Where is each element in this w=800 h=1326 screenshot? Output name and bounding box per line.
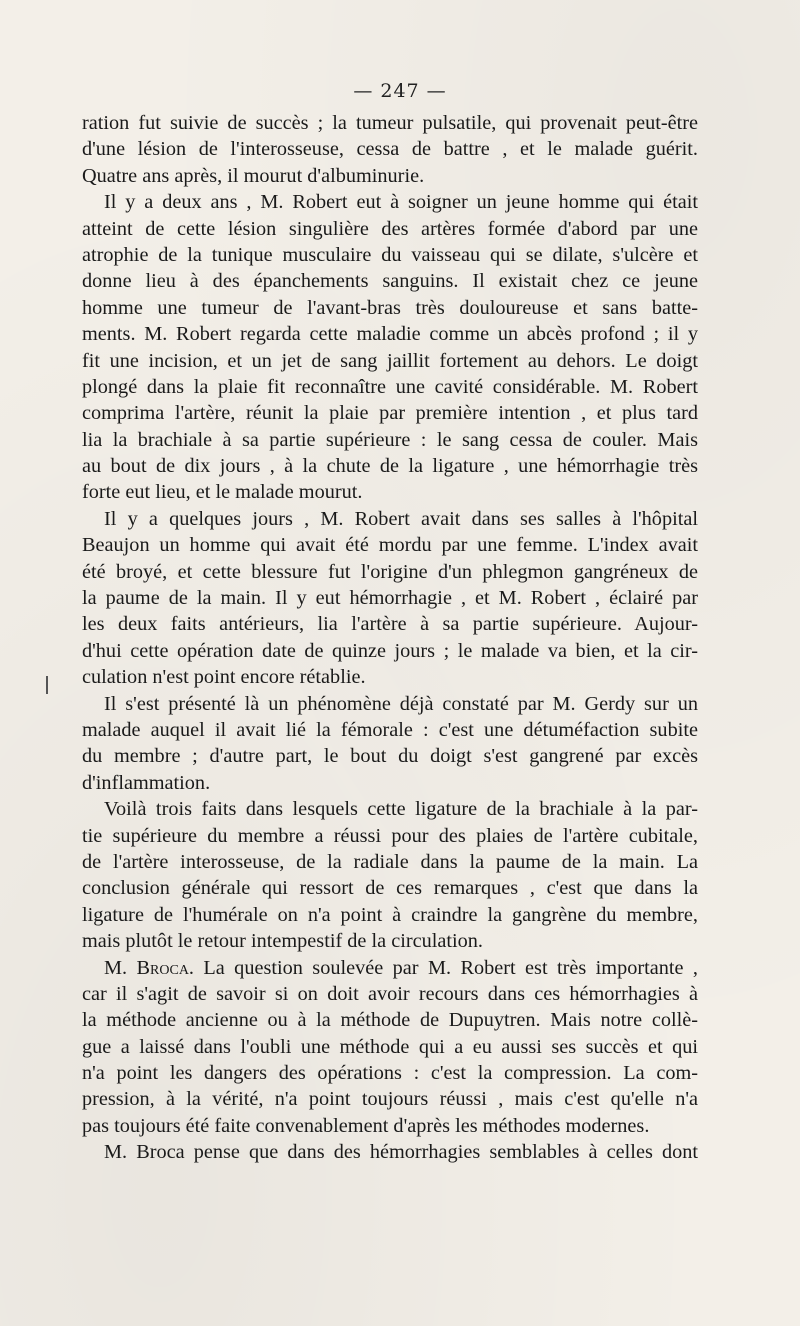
paragraph — [82, 955, 698, 1140]
text-line — [82, 955, 698, 981]
text-line: Voilà trois faits dans lesquels cette ligature de la brachiale à la par- — [104, 798, 698, 821]
paragraph — [82, 691, 698, 797]
text-line: n'a point les dangers des opérations : c'est la compression. La com- — [82, 1062, 698, 1085]
text-line: d'hui cette opération date de quinze jours ; le malade va bien, et la cir- — [82, 639, 698, 662]
text-line: lia la brachiale à sa partie supérieure : le sang cessa de couler. Mais — [82, 428, 698, 451]
text-line: fit une incision, et un jet de sang jaillit fortement au dehors. Le doigt — [82, 349, 698, 372]
text-line: la méthode ancienne ou à la méthode de Dupuytren. Mais notre collè- — [82, 1009, 698, 1032]
text-line: mais plutôt le retour intempestif de la circulation. — [82, 930, 484, 953]
text-line: ments. M. Robert regarda cette maladie comme un abcès profond ; il y — [82, 323, 698, 346]
text-line: Quatre ans après, il mourut d'albuminurie. — [82, 164, 425, 187]
paragraph — [82, 796, 698, 954]
body-text — [82, 110, 698, 1166]
text-line: comprima l'artère, réunit la plaie par première intention , et plus tard — [82, 402, 698, 425]
text-line: pas toujours été faite convenablement d'après les méthodes modernes. — [82, 1114, 650, 1137]
text-line: atteint de cette lésion singulière des artères formée d'abord par une — [82, 217, 698, 240]
text-line: au bout de dix jours , à la chute de la ligature , une hémorrhagie très — [82, 455, 698, 478]
text-line: M. Broca pense que dans des hémorrhagies semblables à celles dont — [104, 1141, 698, 1164]
text-line: homme une tumeur de l'avant-bras très douloureuse et sans batte- — [82, 296, 698, 319]
text-line: Il y a deux ans , M. Robert eut à soigner un jeune homme qui était — [104, 191, 698, 214]
text-line: atrophie de la tunique musculaire du vaisseau qui se dilate, s'ulcère et — [82, 243, 698, 266]
speaker-name: M. Broca. — [104, 956, 194, 979]
text-line: pression, à la vérité, n'a point toujours réussi , mais c'est qu'elle n'a — [82, 1088, 698, 1111]
text-line: Il y a quelques jours , M. Robert avait dans ses salles à l'hôpital — [104, 507, 698, 530]
page-number: — 247 — — [353, 80, 447, 102]
text-line: conclusion générale qui ressort de ces remarques , c'est que dans la — [82, 877, 698, 900]
text-line: ligature de l'humérale on n'a point à craindre la gangrène du membre, — [82, 903, 698, 926]
text-line: plongé dans la plaie fit reconnaître une cavité considérable. M. Robert — [82, 375, 698, 398]
text-line: ration fut suivie de succès ; la tumeur pulsatile, qui provenait peut-être — [82, 112, 698, 134]
text-line: malade auquel il avait lié la fémorale : c'est une détuméfaction subite — [82, 718, 698, 741]
text-line: les deux faits antérieurs, lia l'artère à sa partie supérieure. Aujour- — [82, 613, 698, 636]
paragraph — [82, 189, 698, 506]
text-line: forte eut lieu, et le malade mourut. — [82, 481, 363, 504]
margin-mark — [46, 676, 48, 694]
text-line: Il s'est présenté là un phénomène déjà constaté par M. Gerdy sur un — [104, 692, 698, 715]
text-line: d'inflammation. — [82, 771, 211, 794]
text-line: la paume de la main. Il y eut hémorrhagie , et M. Robert , éclairé par — [82, 587, 698, 610]
text-fragment: La question soulevée par M. Robert est très importante , — [194, 956, 698, 979]
paragraph — [82, 1139, 698, 1165]
text-line: culation n'est point encore rétablie. — [82, 666, 366, 689]
text-line: gue a laissé dans l'oubli une méthode qui a eu aussi ses succès et qui — [82, 1035, 698, 1058]
paragraph — [82, 506, 698, 691]
paragraph — [82, 110, 698, 189]
text-line: car il s'agit de savoir si on doit avoir recours dans ces hémorrhagies à — [82, 982, 698, 1005]
text-line: donne lieu à des épanchements sanguins. Il existait chez ce jeune — [82, 270, 698, 293]
text-line: de l'artère interosseuse, de la radiale dans la paume de la main. La — [82, 850, 698, 873]
text-line: du membre ; d'autre part, le bout du doigt s'est gangrené par excès — [82, 745, 698, 768]
text-line: été broyé, et cette blessure fut l'origine d'un phlegmon gangréneux de — [82, 560, 698, 583]
text-line: Beaujon un homme qui avait été mordu par une femme. L'index avait — [82, 534, 698, 557]
text-line: d'une lésion de l'interosseuse, cessa de battre , et le malade guérit. — [82, 138, 698, 161]
text-line: tie supérieure du membre a réussi pour des plaies de l'artère cubitale, — [82, 824, 698, 847]
